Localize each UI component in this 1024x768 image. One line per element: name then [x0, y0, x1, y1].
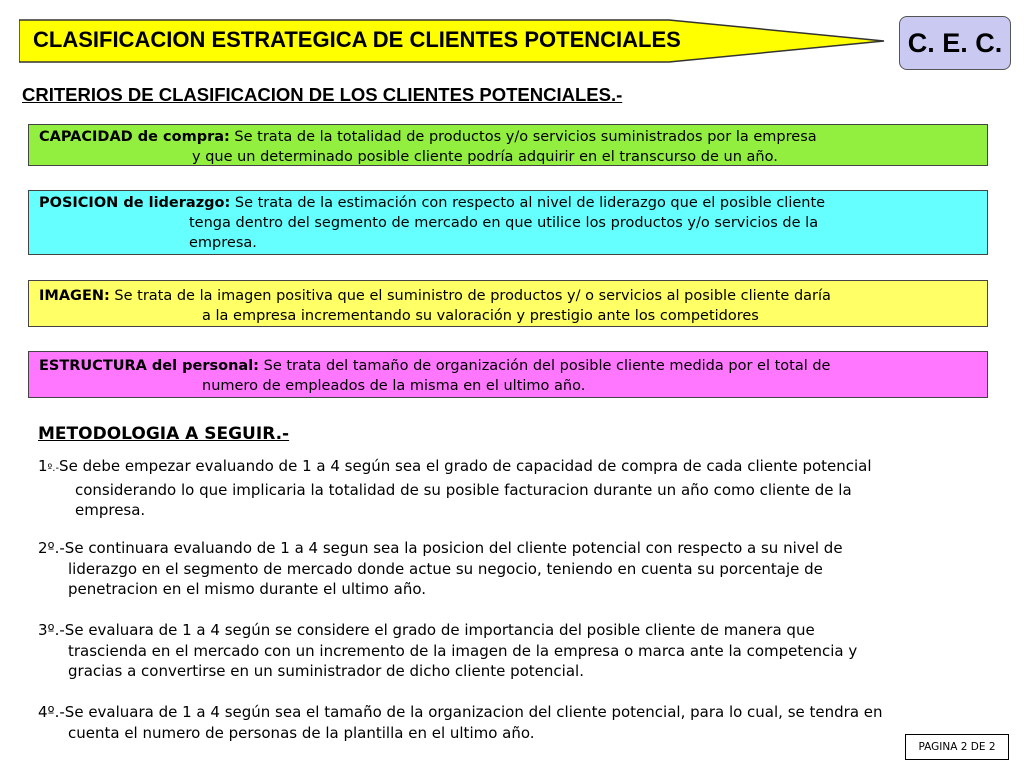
step-number: 2º.-: [38, 539, 65, 557]
criterio-text: numero de empleados de la misma en el ultimo año.: [202, 378, 586, 394]
step-2: [38, 538, 843, 600]
step-text: Se continuara evaluando de 1 a 4 segun sea la posicion del cliente potencial con respecto a su nivel de: [64, 539, 843, 557]
step-number: 1: [38, 457, 48, 475]
logo: C. E. C.: [899, 16, 1011, 70]
step-3: [38, 620, 857, 682]
criterio-text: Se trata de la imagen positiva que el suministro de productos y/ o servicios al posible cliente daría: [109, 288, 831, 304]
criterio-text: a la empresa incrementando su valoración y prestigio ante los competidores: [202, 308, 759, 324]
criterio-capacidad: [28, 124, 988, 166]
step-text: Se evaluara de 1 a 4 según se considere el grado de importancia del posible cliente de manera que: [64, 621, 815, 639]
criterio-text: tenga dentro del segmento de mercado en que utilice los productos y/o servicios de la: [189, 215, 819, 231]
step-text: penetracion en el mismo durante el ultimo año.: [68, 580, 427, 598]
step-text: empresa.: [75, 501, 146, 519]
step-text: considerando lo que implicaria la totalidad de su posible facturacion durante un año como cliente de la: [75, 480, 852, 499]
page-title: CLASIFICACION ESTRATEGICA DE CLIENTES POTENCIALES: [33, 27, 681, 52]
title-banner: [19, 19, 885, 63]
step-text: cuenta el numero de personas de la plantilla en el ultimo año.: [68, 723, 535, 742]
criterio-label: ESTRUCTURA del personal:: [39, 358, 259, 374]
step-1: [38, 456, 872, 521]
step-text: liderazgo en el segmento de mercado donde actue su negocio, teniendo en cuenta su porcentaje de: [68, 559, 823, 578]
criterio-label: CAPACIDAD de compra:: [39, 129, 230, 145]
criterio-text: Se trata del tamaño de organización del posible cliente medida por el total de: [259, 358, 831, 374]
step-text: gracias a convertirse en un suministrador de dicho cliente potencial.: [68, 662, 584, 680]
criterio-text: y que un determinado posible cliente podría adquirir en el transcurso de un año.: [192, 149, 778, 165]
criterio-estructura: [28, 351, 988, 398]
page-indicator: PAGINA 2 DE 2: [905, 734, 1009, 760]
step-text: Se evaluara de 1 a 4 según sea el tamaño de la organizacion del cliente potencial, para lo cual, se tendra en: [64, 703, 883, 721]
criterio-text: Se trata de la totalidad de productos y/o servicios suministrados por la empresa: [229, 129, 817, 145]
criterio-label: POSICION de liderazgo:: [39, 195, 231, 211]
step-text: Se debe empezar evaluando de 1 a 4 según sea el grado de capacidad de compra de cada cliente potencial: [59, 457, 872, 475]
criterio-posicion: [28, 190, 988, 255]
criterio-text: empresa.: [189, 235, 257, 251]
criterio-imagen: [28, 280, 988, 327]
step-4: [38, 702, 883, 743]
metodologia-heading: METODOLOGIA A SEGUIR.-: [38, 424, 290, 444]
step-text: trascienda en el mercado con un incremento de la imagen de la empresa o marca ante la competencia y: [68, 641, 858, 660]
criterio-text: Se trata de la estimación con respecto al nivel de liderazgo que el posible cliente: [230, 195, 826, 211]
criterio-label: IMAGEN:: [39, 288, 110, 304]
criterios-heading: CRITERIOS DE CLASIFICACION DE LOS CLIENTES POTENCIALES.-: [22, 84, 623, 105]
step-number: 3º.-: [38, 621, 65, 639]
step-number: 4º.-: [38, 703, 65, 721]
step-number-suffix: º.-: [47, 463, 60, 474]
